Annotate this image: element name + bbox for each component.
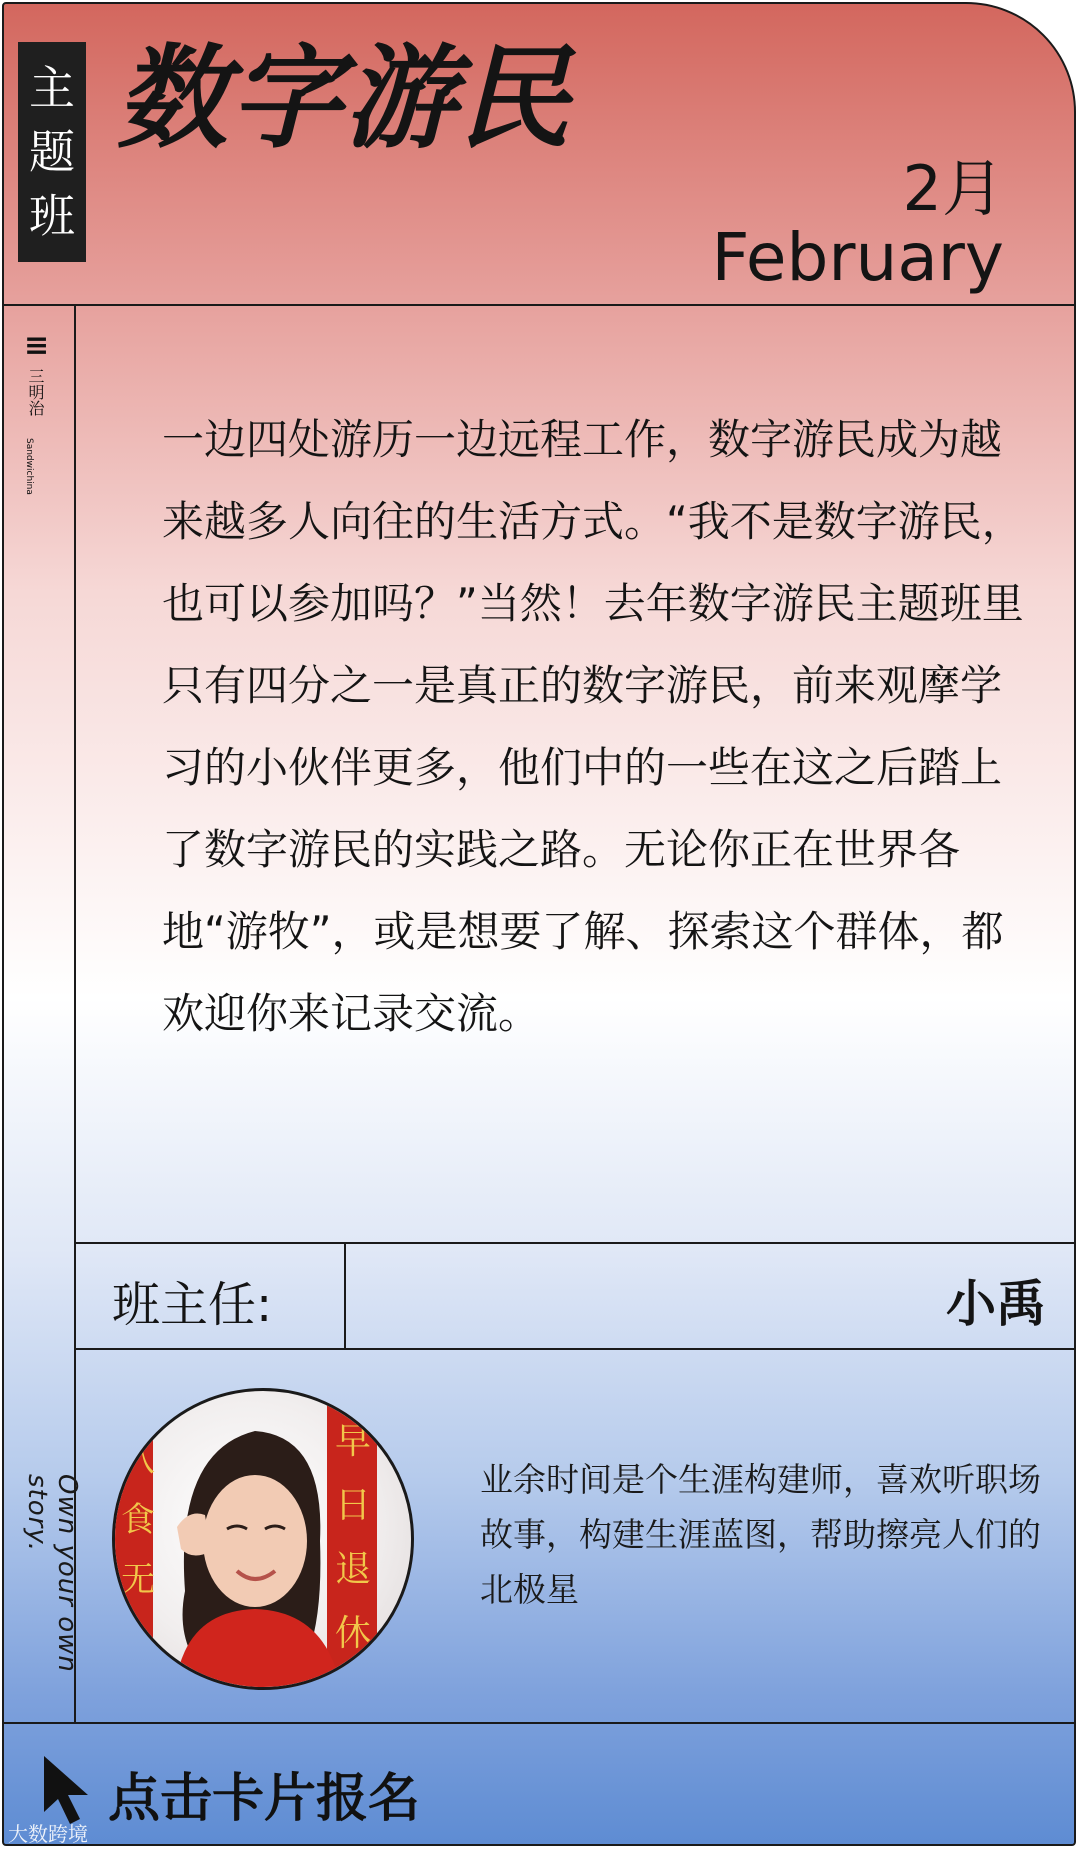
card-header	[4, 4, 1074, 306]
logo-english-text: Sandwichina	[24, 438, 34, 495]
teacher-name: 小禹	[946, 1275, 1046, 1333]
badge-char: 主	[29, 61, 75, 115]
badge-char: 班	[29, 189, 75, 243]
svg-text:早: 早	[335, 1421, 372, 1462]
watermark: 大数跨境	[8, 1822, 88, 1846]
badge-char: 题	[29, 125, 75, 179]
month-label: 2月	[902, 152, 1004, 225]
signup-button[interactable]: 点击卡片报名	[108, 1769, 421, 1829]
card-sidebar	[4, 304, 82, 1722]
page-title: 数字游民	[116, 34, 572, 164]
cursor-arrow-icon	[40, 1752, 98, 1828]
teacher-bio: 业余时间是个生涯构建师，喜欢听职场故事，构建生涯蓝图，帮助擦亮人们的北极星	[480, 1460, 1041, 1609]
sandwichina-logo-icon: ≡	[24, 328, 50, 363]
svg-text:食: 食	[121, 1500, 155, 1540]
logo-text: 三明治	[26, 368, 45, 416]
theme-class-badge	[18, 42, 86, 262]
teacher-row	[76, 1242, 1076, 1350]
description-text: 一边四处游历一边远程工作，数字游民成为越来越多人向往的生活方式。“我不是数字游民，也可以参加吗？”当然！去年数字游民主题班里只有四分之一是真正的数字游民，前来观摩学习的小伙伴更多，他们中的一些在这之后踏上了数字游民的实践之路。无论你正在世界各地“游牧”，或是想要了解、探索这个群体，都欢迎你来记录交流。	[162, 415, 1024, 1038]
svg-text:退: 退	[335, 1549, 372, 1590]
teacher-label-cell	[76, 1244, 346, 1348]
class-card[interactable]	[2, 2, 1076, 1846]
svg-text:休: 休	[335, 1613, 372, 1654]
teacher-avatar	[112, 1388, 414, 1690]
svg-text:无: 无	[121, 1560, 155, 1600]
month-english-label: February	[711, 219, 1004, 296]
teacher-label: 班主任:	[112, 1277, 273, 1333]
slogan: Own your own story.	[22, 1474, 82, 1673]
svg-text:八: 八	[121, 1440, 155, 1480]
svg-text:日: 日	[335, 1485, 372, 1526]
person-photo-icon	[115, 1391, 411, 1687]
signup-footer[interactable]	[4, 1722, 1074, 1846]
